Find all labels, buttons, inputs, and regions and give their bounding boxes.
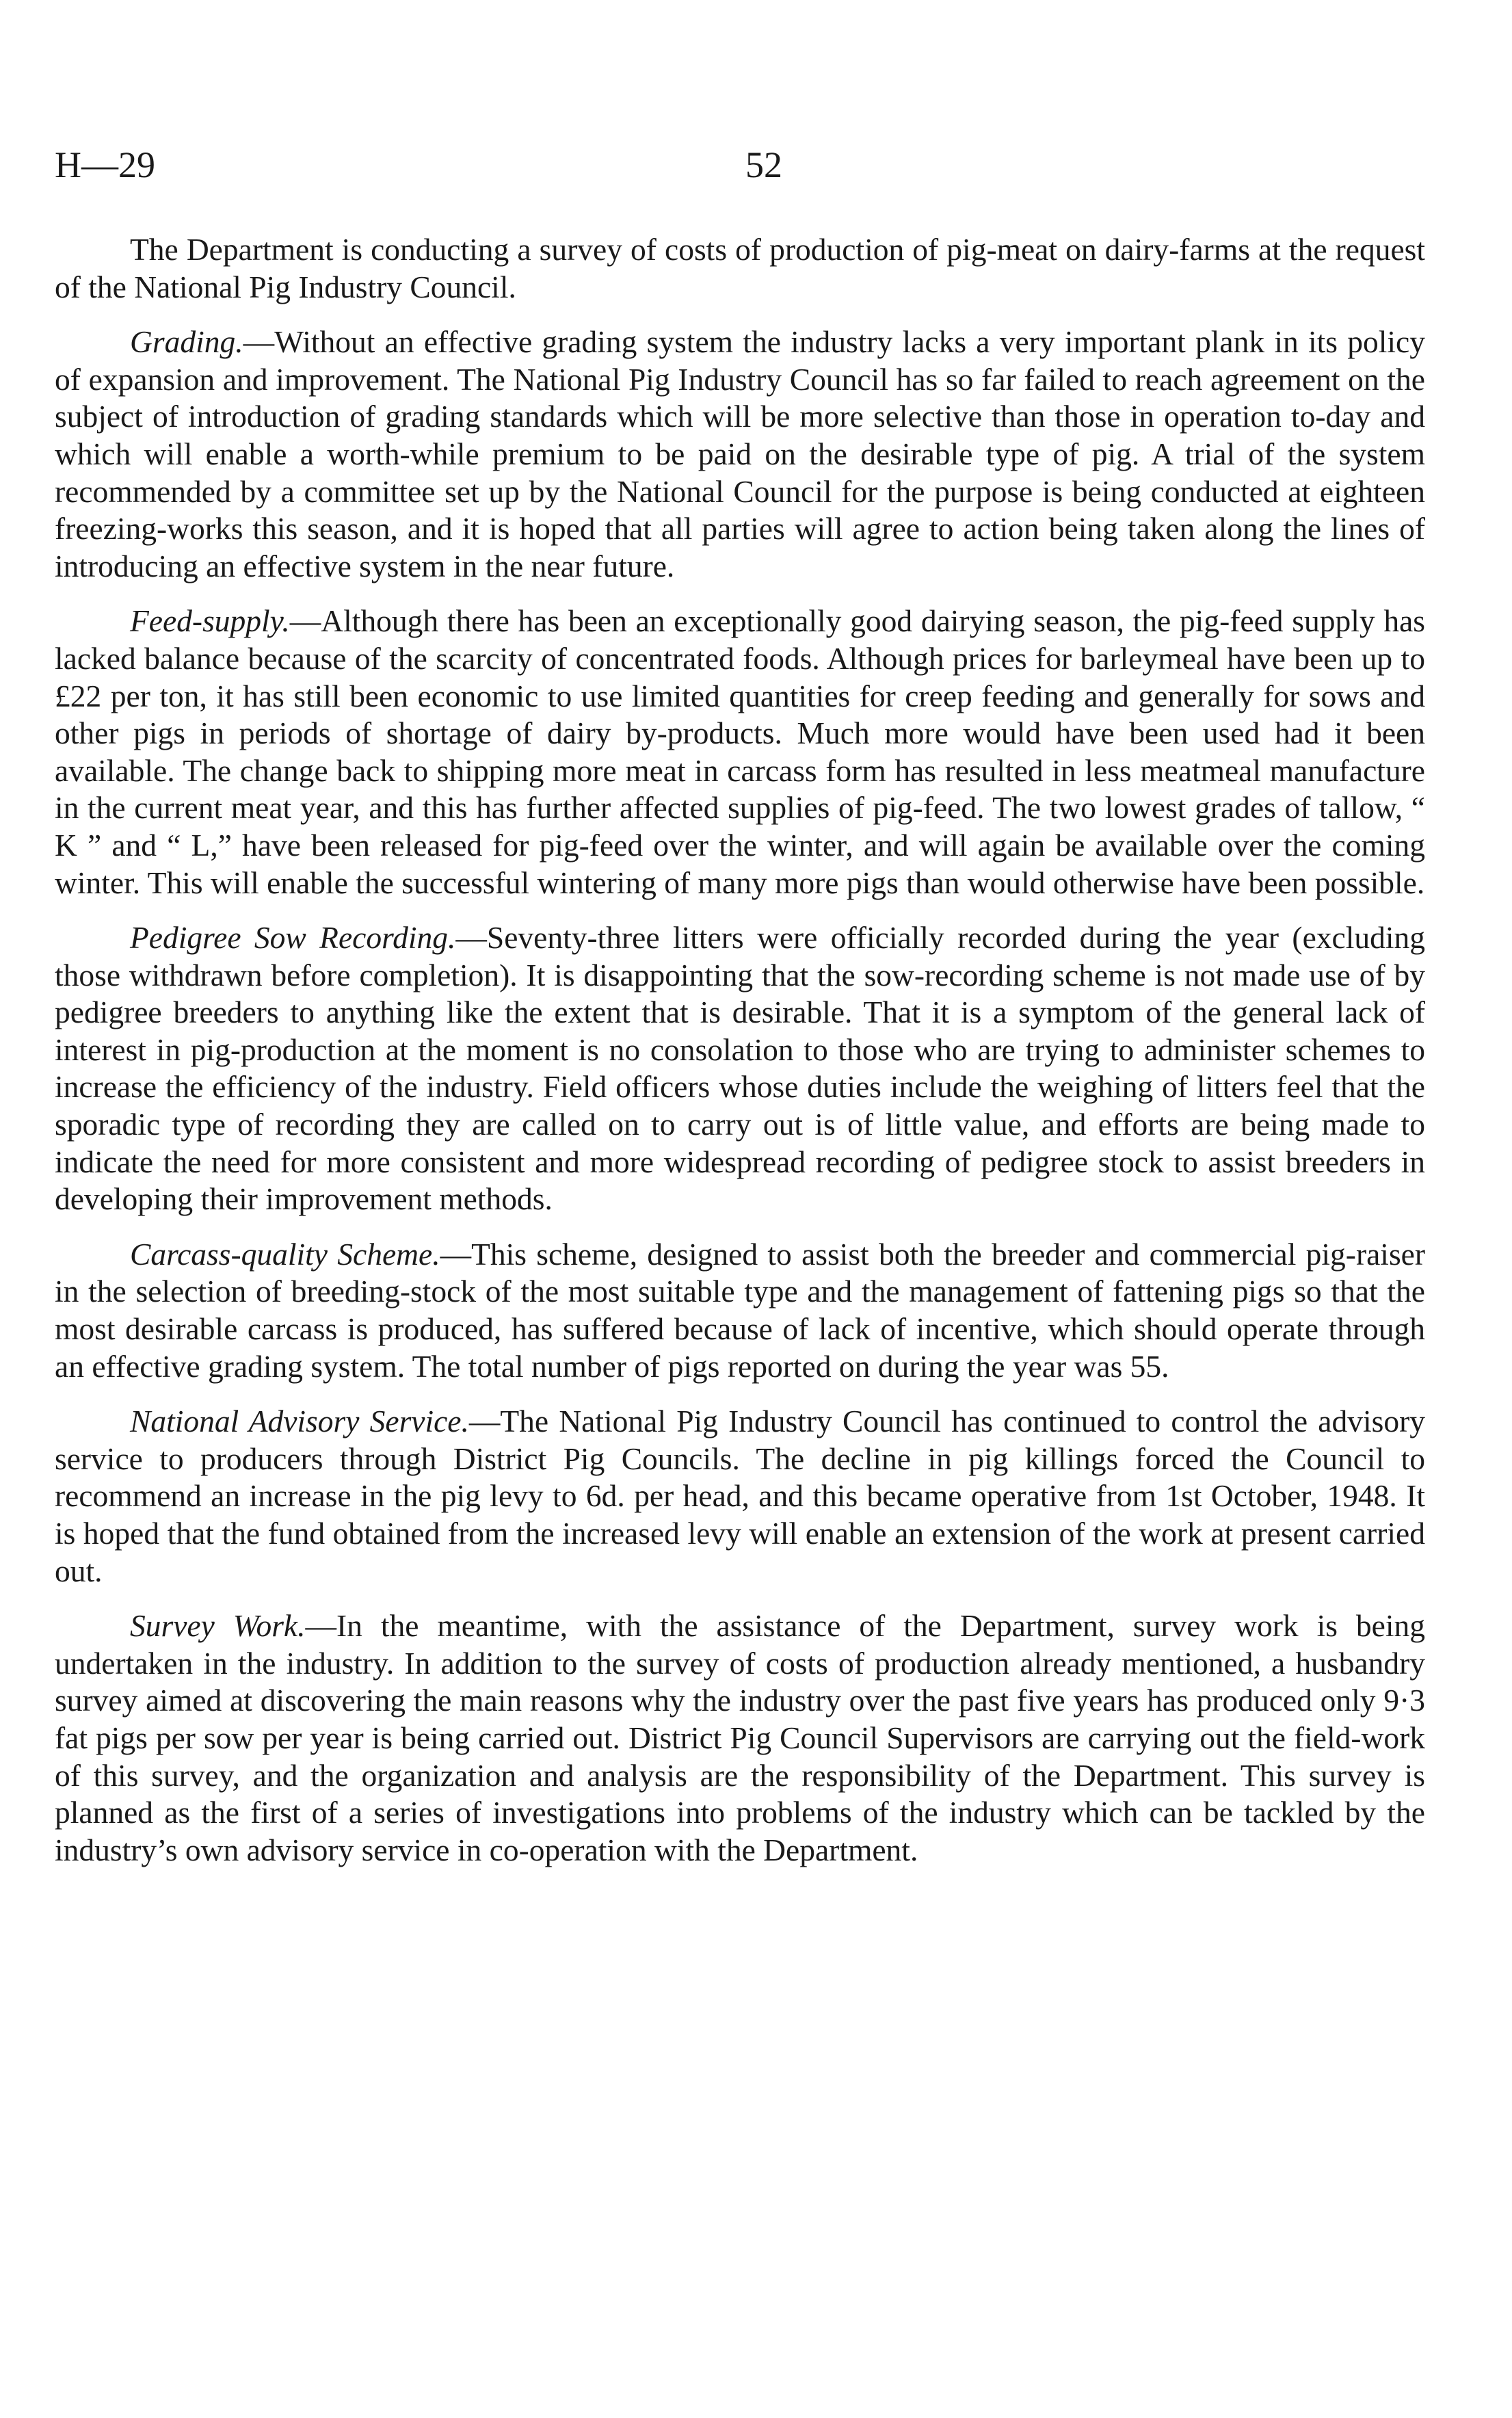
paragraph-text: —Seventy-three litters were officially recorded during the year (excluding those withdrawn before completion). It is disappointing that the sow-recording scheme is not made use of by pedigree breeders to anything like the extent that is desirable. That it is a symptom of the general lack of interest in pig-production at the moment is no consolation to those who are trying to administer schemes to increase the efficiency of the industry. Field officers whose duties include the weighing of litters feel that the sporadic type of recording they are called on to carry out is of little value, and efforts are being made to indicate the need for more consistent and more widespread recording of pedigree stock to assist breeders in developing their improvement methods.	[55, 920, 1426, 1217]
body-text	[55, 231, 1425, 1869]
document-reference: H—29	[55, 144, 155, 185]
paragraph-survey-work	[55, 1607, 1425, 1869]
page-header	[55, 144, 1450, 205]
paragraph-text: —Without an effective grading system the industry lacks a very important plank in its policy of expansion and improvement. The National Pig Industry Council has so far failed to reach agreement on the subject of introduction of grading standards which will be more selective than those in operation to-day and which will enable a worth-while premium to be paid on the desirable type of pig. A trial of the system recommended by a committee set up by the National Council for the purpose is being conducted at eighteen freezing-works this season, and it is hoped that all parties will agree to action being taken along the lines of introducing an effective system in the near future.	[55, 324, 1425, 583]
paragraph-heading: Pedigree Sow Recording.	[130, 920, 456, 956]
paragraph-text: The Department is conducting a survey of costs of production of pig-meat on dairy-farms at the request of the National Pig Industry Council.	[55, 232, 1425, 304]
paragraph-heading: Grading.	[130, 324, 243, 360]
paragraph-text: —This scheme, designed to assist both the breeder and commercial pig-raiser in the selection of breeding-stock of the most suitable type and the management of fattening pigs so that the most desirable carcass is produced, has suffered because of lack of incentive, which should operate through an effective grading system. The total number of pigs reported on during the year was 55.	[55, 1236, 1425, 1384]
paragraph-grading	[55, 324, 1425, 585]
paragraph-heading: National Advisory Service.	[130, 1404, 469, 1439]
paragraph-text: —The National Pig Industry Council has continued to control the advisory service to producers through District Pig Councils. The decline in pig killings forced the Council to recommend an increase in the pig levy to 6d. per head, and this became operative from 1st October, 1948. It is hoped that the fund obtained from the increased levy will enable an extension of the work at present carried out.	[55, 1404, 1425, 1588]
paragraph-national-advisory-service	[55, 1403, 1425, 1590]
paragraph-heading: Survey Work.	[130, 1608, 306, 1644]
paragraph-survey-intro	[55, 231, 1425, 306]
paragraph-text: —In the meantime, with the assistance of the Department, survey work is being undertaken in the industry. In addition to the survey of costs of production already mentioned, a husbandry survey aimed at discovering the main reasons why the industry over the past five years has produced only 9·3 fat pigs per sow per year is being carried out. District Pig Council Supervisors are carrying out the field-work of this survey, and the organization and analysis are the responsibility of the Department. This survey is planned as the first of a series of investigations into problems of the industry which can be tackled by the industry’s own advisory service in co-operation with the Department.	[55, 1608, 1425, 1867]
paragraph-text: —Although there has been an exceptionally good dairying season, the pig-feed supply has lacked balance because of the scarcity of concentrated foods. Although prices for barleymeal have been up to £22 per ton, it has still been economic to use limited quantities for creep feeding and generally for sows and other pigs in periods of shortage of dairy by-products. Much more would have been used had it been available. The change back to shipping more meat in carcass form has resulted in less meatmeal manufacture in the current meat year, and this has further affected supplies of pig-feed. The two lowest grades of tallow, “ K ” and “ L,” have been released for pig-feed over the winter, and will again be available over the coming winter. This will enable the successful wintering of many more pigs than would otherwise have been possible.	[55, 603, 1425, 900]
paragraph-feed-supply	[55, 603, 1425, 902]
paragraph-heading: Feed-supply.	[130, 603, 290, 639]
paragraph-heading: Carcass-quality Scheme.	[130, 1236, 440, 1272]
page-number: 52	[745, 144, 782, 185]
paragraph-carcass-quality	[55, 1236, 1425, 1385]
paragraph-pedigree-sow-recording	[55, 919, 1425, 1218]
